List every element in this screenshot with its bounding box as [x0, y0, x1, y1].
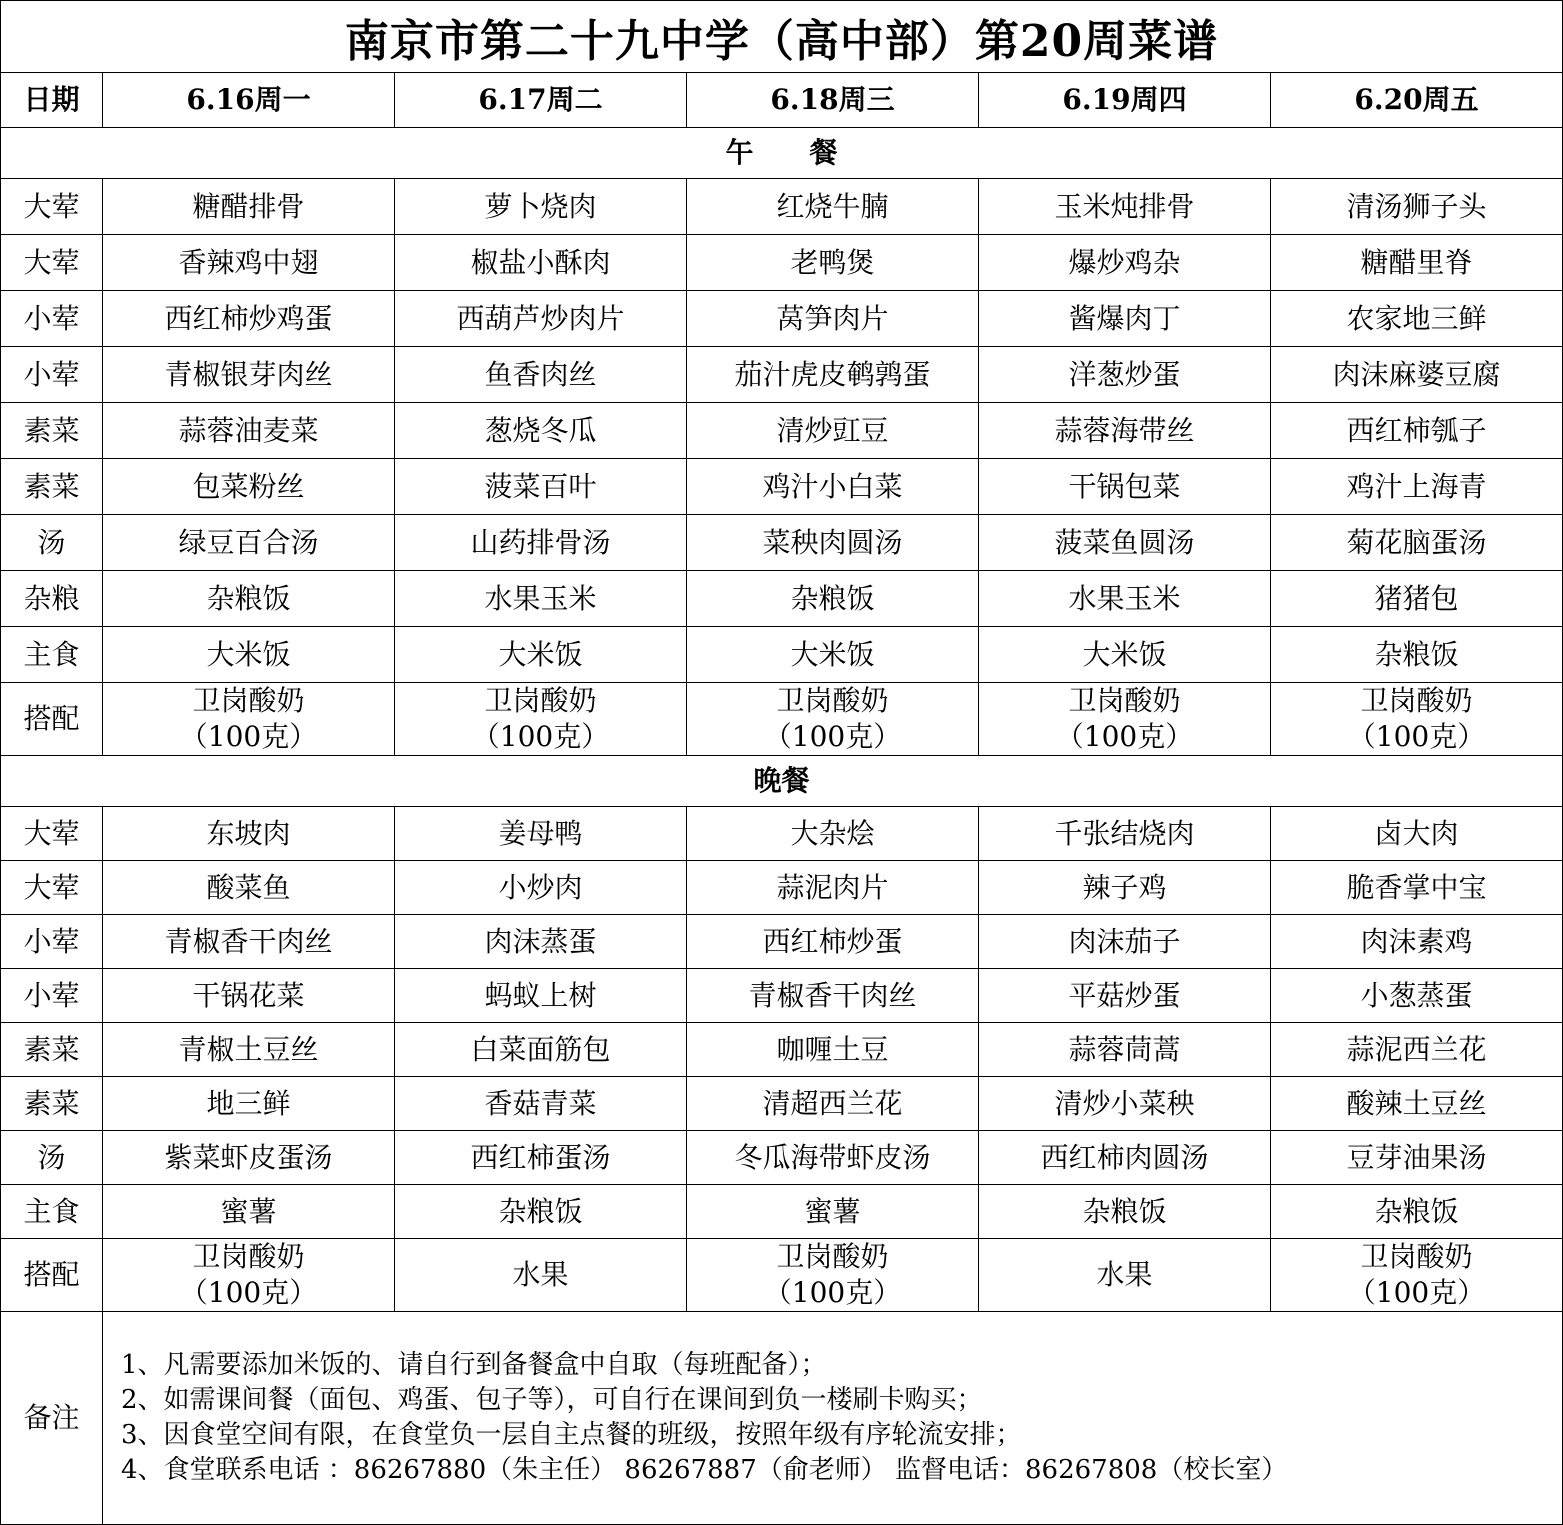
category-cell: 杂粮: [1, 571, 103, 627]
dish-cell: 地三鲜: [103, 1077, 395, 1131]
dish-cell: 咖喱土豆: [687, 1023, 979, 1077]
pairing-item: 卫岗酸奶: [776, 1240, 889, 1273]
pairing-cell: [979, 1239, 1271, 1312]
dish-cell: 酱爆肉丁: [979, 291, 1271, 347]
pairing-item: 卫岗酸奶: [192, 684, 305, 717]
dish-cell: 东坡肉: [103, 807, 395, 861]
dish-cell: 卤大肉: [1271, 807, 1563, 861]
pairing-item: 卫岗酸奶: [1360, 1240, 1473, 1273]
dish-cell: 干锅花菜: [103, 969, 395, 1023]
dish-cell: 蜜薯: [103, 1185, 395, 1239]
dish-cell: 冬瓜海带虾皮汤: [687, 1131, 979, 1185]
dish-cell: 蒜泥肉片: [687, 861, 979, 915]
dish-cell: 爆炒鸡杂: [979, 235, 1271, 291]
category-cell: 大荤: [1, 235, 103, 291]
dish-cell: 大米饭: [103, 627, 395, 683]
dish-cell: 酸菜鱼: [103, 861, 395, 915]
lunch-section-row: [1, 128, 1563, 179]
dish-cell: 糖醋里脊: [1271, 235, 1563, 291]
dish-cell: 西红柿炒鸡蛋: [103, 291, 395, 347]
dish-cell: 姜母鸭: [395, 807, 687, 861]
dish-cell: 清超西兰花: [687, 1077, 979, 1131]
dish-cell: 青椒香干肉丝: [687, 969, 979, 1023]
category-cell: 大荤: [1, 179, 103, 235]
dish-cell: 玉米炖排骨: [979, 179, 1271, 235]
dish-cell: 杂粮饭: [979, 1185, 1271, 1239]
lunch-pairing-row: [1, 683, 1563, 756]
pairing-quantity: （100克）: [471, 720, 610, 753]
category-cell: 小荤: [1, 915, 103, 969]
category-cell: 汤: [1, 515, 103, 571]
pairing-cell: [103, 683, 395, 756]
dish-cell: 肉沫蒸蛋: [395, 915, 687, 969]
dinner-section-label: 晚餐: [1, 756, 1563, 807]
dish-cell: 清炒豇豆: [687, 403, 979, 459]
dish-cell: 蒜泥西兰花: [1271, 1023, 1563, 1077]
category-cell: 小荤: [1, 291, 103, 347]
category-cell: 素菜: [1, 459, 103, 515]
day-header: 6.19周四: [979, 73, 1271, 128]
dish-cell: 葱烧冬瓜: [395, 403, 687, 459]
dish-cell: 西红柿瓠子: [1271, 403, 1563, 459]
dish-cell: 香菇青菜: [395, 1077, 687, 1131]
dish-cell: 茄汁虎皮鹌鹑蛋: [687, 347, 979, 403]
lunch-menu-row: [1, 235, 1563, 291]
category-cell: 主食: [1, 1185, 103, 1239]
category-cell: 搭配: [1, 1239, 103, 1312]
header-row: [1, 73, 1563, 128]
date-label: 日期: [1, 73, 103, 128]
category-cell: 大荤: [1, 861, 103, 915]
dish-cell: 老鸭煲: [687, 235, 979, 291]
pairing-cell: [979, 683, 1271, 756]
dinner-menu-row: [1, 969, 1563, 1023]
notes-row: [1, 1312, 1563, 1525]
dish-cell: 鸡汁小白菜: [687, 459, 979, 515]
pairing-cell: [103, 1239, 395, 1312]
category-cell: 素菜: [1, 1077, 103, 1131]
notes-content: [103, 1312, 1563, 1525]
lunch-menu-row: [1, 515, 1563, 571]
dish-cell: 大米饭: [395, 627, 687, 683]
category-cell: 搭配: [1, 683, 103, 756]
dish-cell: 莴笋肉片: [687, 291, 979, 347]
pairing-cell: [395, 683, 687, 756]
pairing-cell: [1271, 1239, 1563, 1312]
category-cell: 大荤: [1, 807, 103, 861]
dish-cell: 水果玉米: [395, 571, 687, 627]
dish-cell: 西红柿肉圆汤: [979, 1131, 1271, 1185]
dish-cell: 香辣鸡中翅: [103, 235, 395, 291]
lunch-menu-row: [1, 627, 1563, 683]
pairing-item: 卫岗酸奶: [1360, 684, 1473, 717]
pairing-item: 水果: [1096, 1258, 1153, 1291]
pairing-item: 水果: [512, 1258, 569, 1291]
dish-cell: 菠菜百叶: [395, 459, 687, 515]
lunch-menu-row: [1, 347, 1563, 403]
category-cell: 汤: [1, 1131, 103, 1185]
dish-cell: 蜜薯: [687, 1185, 979, 1239]
category-cell: 素菜: [1, 1023, 103, 1077]
pairing-quantity: （100克）: [1055, 720, 1194, 753]
pairing-quantity: （100克）: [179, 720, 318, 753]
dinner-section-row: [1, 756, 1563, 807]
pairing-item: 卫岗酸奶: [1068, 684, 1181, 717]
dish-cell: 菊花脑蛋汤: [1271, 515, 1563, 571]
dinner-pairing-row: [1, 1239, 1563, 1312]
pairing-cell: [395, 1239, 687, 1312]
dish-cell: 干锅包菜: [979, 459, 1271, 515]
dish-cell: 肉沫茄子: [979, 915, 1271, 969]
dinner-menu-row: [1, 807, 1563, 861]
dish-cell: 白菜面筋包: [395, 1023, 687, 1077]
lunch-menu-row: [1, 571, 1563, 627]
category-cell: 主食: [1, 627, 103, 683]
dish-cell: 清炒小菜秧: [979, 1077, 1271, 1131]
day-header: 6.18周三: [687, 73, 979, 128]
dish-cell: 菠菜鱼圆汤: [979, 515, 1271, 571]
dish-cell: 农家地三鲜: [1271, 291, 1563, 347]
pairing-quantity: （100克）: [763, 1276, 902, 1309]
dish-cell: 蚂蚁上树: [395, 969, 687, 1023]
lunch-menu-row: [1, 403, 1563, 459]
dinner-menu-row: [1, 1023, 1563, 1077]
pairing-quantity: （100克）: [179, 1276, 318, 1309]
dish-cell: 清汤狮子头: [1271, 179, 1563, 235]
pairing-item: 卫岗酸奶: [192, 1240, 305, 1273]
dish-cell: 西红柿炒蛋: [687, 915, 979, 969]
dish-cell: 肉沫麻婆豆腐: [1271, 347, 1563, 403]
dish-cell: 包菜粉丝: [103, 459, 395, 515]
lunch-menu-row: [1, 179, 1563, 235]
dish-cell: 猪猪包: [1271, 571, 1563, 627]
pairing-quantity: （100克）: [1347, 720, 1486, 753]
note-line: 1、凡需要添加米饭的、请自行到备餐盒中自取（每班配备）；: [121, 1350, 827, 1380]
page-title: 南京市第二十九中学（高中部）第20周菜谱: [0, 0, 1563, 72]
dinner-menu-row: [1, 1185, 1563, 1239]
dish-cell: 红烧牛腩: [687, 179, 979, 235]
dish-cell: 蒜蓉茼蒿: [979, 1023, 1271, 1077]
dish-cell: 椒盐小酥肉: [395, 235, 687, 291]
dish-cell: 萝卜烧肉: [395, 179, 687, 235]
dish-cell: 杂粮饭: [395, 1185, 687, 1239]
dish-cell: 豆芽油果汤: [1271, 1131, 1563, 1185]
dish-cell: 糖醋排骨: [103, 179, 395, 235]
dish-cell: 鸡汁上海青: [1271, 459, 1563, 515]
category-cell: 素菜: [1, 403, 103, 459]
lunch-menu-row: [1, 459, 1563, 515]
dish-cell: 杂粮饭: [103, 571, 395, 627]
dish-cell: 紫菜虾皮蛋汤: [103, 1131, 395, 1185]
dish-cell: 山药排骨汤: [395, 515, 687, 571]
note-line: 2、如需课间餐（面包、鸡蛋、包子等），可自行在课间到负一楼刷卡购买；: [121, 1385, 983, 1415]
dish-cell: 洋葱炒蛋: [979, 347, 1271, 403]
dish-cell: 小葱蒸蛋: [1271, 969, 1563, 1023]
lunch-section-label: 午 餐: [1, 128, 1563, 179]
category-cell: 小荤: [1, 969, 103, 1023]
note-line: 4、食堂联系电话 ：86267880（朱主任） 86267887（俞老师） 监督电话：86267808（校长室）: [121, 1455, 1288, 1485]
dish-cell: 绿豆百合汤: [103, 515, 395, 571]
dish-cell: 大米饭: [687, 627, 979, 683]
pairing-cell: [687, 683, 979, 756]
pairing-cell: [687, 1239, 979, 1312]
dish-cell: 杂粮饭: [1271, 1185, 1563, 1239]
dish-cell: 脆香掌中宝: [1271, 861, 1563, 915]
dish-cell: 酸辣土豆丝: [1271, 1077, 1563, 1131]
notes-label: 备注: [1, 1312, 103, 1525]
dish-cell: 辣子鸡: [979, 861, 1271, 915]
dish-cell: 杂粮饭: [1271, 627, 1563, 683]
note-line: 3、因食堂空间有限，在食堂负一层自主点餐的班级，按照年级有序轮流安排；: [121, 1420, 1022, 1450]
dinner-menu-row: [1, 915, 1563, 969]
dish-cell: 杂粮饭: [687, 571, 979, 627]
menu-table: [0, 72, 1563, 1525]
dish-cell: 西葫芦炒肉片: [395, 291, 687, 347]
dish-cell: 西红柿蛋汤: [395, 1131, 687, 1185]
dish-cell: 大米饭: [979, 627, 1271, 683]
dish-cell: 水果玉米: [979, 571, 1271, 627]
lunch-menu-row: [1, 291, 1563, 347]
pairing-quantity: （100克）: [1347, 1276, 1486, 1309]
day-header: 6.20周五: [1271, 73, 1563, 128]
dinner-menu-row: [1, 1077, 1563, 1131]
day-header: 6.16周一: [103, 73, 395, 128]
dish-cell: 蒜蓉油麦菜: [103, 403, 395, 459]
dish-cell: 肉沫素鸡: [1271, 915, 1563, 969]
dish-cell: 千张结烧肉: [979, 807, 1271, 861]
pairing-item: 卫岗酸奶: [484, 684, 597, 717]
dish-cell: 青椒土豆丝: [103, 1023, 395, 1077]
dish-cell: 小炒肉: [395, 861, 687, 915]
category-cell: 小荤: [1, 347, 103, 403]
pairing-quantity: （100克）: [763, 720, 902, 753]
dinner-menu-row: [1, 861, 1563, 915]
pairing-cell: [1271, 683, 1563, 756]
dish-cell: 青椒银芽肉丝: [103, 347, 395, 403]
dish-cell: 蒜蓉海带丝: [979, 403, 1271, 459]
day-header: 6.17周二: [395, 73, 687, 128]
pairing-item: 卫岗酸奶: [776, 684, 889, 717]
dish-cell: 青椒香干肉丝: [103, 915, 395, 969]
dish-cell: 鱼香肉丝: [395, 347, 687, 403]
dish-cell: 大杂烩: [687, 807, 979, 861]
dinner-menu-row: [1, 1131, 1563, 1185]
dish-cell: 菜秧肉圆汤: [687, 515, 979, 571]
dish-cell: 平菇炒蛋: [979, 969, 1271, 1023]
